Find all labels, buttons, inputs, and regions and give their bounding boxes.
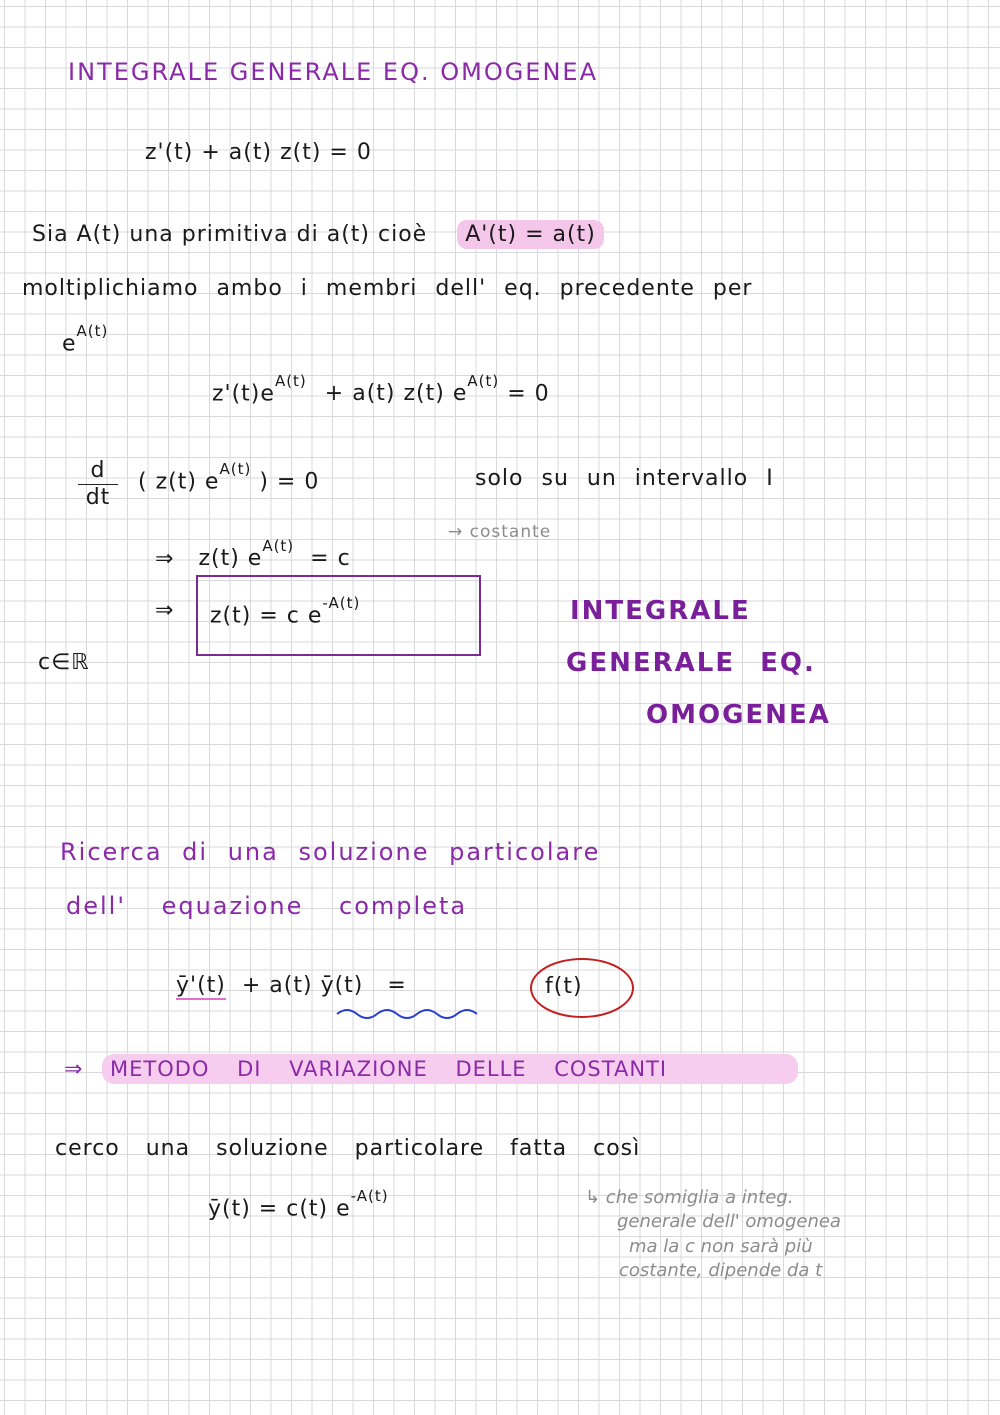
eq-const-body: z(t) e bbox=[198, 546, 263, 572]
constant-domain: c∈ℝ bbox=[38, 650, 90, 675]
eq-const-tail: = c bbox=[310, 546, 351, 572]
term-ybar-prime: ȳ'(t) bbox=[176, 973, 226, 998]
eq-const-implies: ⇒ bbox=[155, 546, 175, 572]
eq-const-exp: A(t) bbox=[262, 537, 295, 555]
eq-sol-body: z(t) = c e bbox=[210, 603, 323, 629]
label-integral-line3: OMOGENEA bbox=[646, 700, 831, 730]
note-interval: solo su un intervallo I bbox=[475, 466, 774, 491]
heading-homogeneous: INTEGRALE GENERALE EQ. OMOGENEA bbox=[68, 58, 598, 86]
note-constant: → costante bbox=[448, 522, 552, 542]
exp-base: e bbox=[62, 331, 77, 357]
eq-mult-part3: = 0 bbox=[507, 381, 550, 407]
side-note-line: costante, dipende da t bbox=[619, 1259, 823, 1281]
eq-part-body: ȳ(t) = c(t) e bbox=[208, 1196, 351, 1222]
eq-mult-exp2: A(t) bbox=[467, 372, 500, 390]
term-ybar: ȳ(t) bbox=[320, 973, 364, 998]
side-note-line: ↳ che somiglia a integ. bbox=[585, 1187, 794, 1208]
eq-deriv-tail: ) = 0 bbox=[259, 469, 320, 495]
equation-particular bbox=[208, 1187, 389, 1222]
exp-factor bbox=[62, 322, 109, 357]
term-equals: = bbox=[387, 973, 407, 998]
label-integral-line2: GENERALE EQ. bbox=[566, 648, 816, 678]
eq-mult-part2: + a(t) z(t) e bbox=[324, 381, 468, 407]
line-primitive bbox=[32, 224, 604, 246]
term-f: f(t) bbox=[545, 974, 583, 999]
term-plus-a: + a(t) bbox=[241, 973, 313, 998]
eq-deriv-body: ( z(t) e bbox=[138, 469, 220, 495]
eq-sol-exp: -A(t) bbox=[322, 594, 361, 612]
label-integral-line1: INTEGRALE bbox=[570, 596, 751, 626]
derivative-fraction bbox=[78, 460, 118, 509]
eq-mult-exp1: A(t) bbox=[274, 372, 307, 390]
derivative-dt: dt bbox=[85, 485, 111, 510]
method-text: METODO DI VARIAZIONE DELLE COSTANTI bbox=[110, 1057, 668, 1081]
wavy-underline bbox=[335, 1006, 487, 1022]
eq-deriv-exp: A(t) bbox=[219, 460, 252, 478]
side-note-line: generale dell' omogenea bbox=[617, 1211, 841, 1233]
equation-homogeneous: z'(t) + a(t) z(t) = 0 bbox=[145, 140, 372, 165]
side-note-line: ma la c non sarà più bbox=[629, 1235, 813, 1257]
eq-mult-part1: z'(t)e bbox=[212, 381, 275, 407]
heading-particular-line2: dell' equazione completa bbox=[66, 892, 468, 920]
heading-particular-line1: Ricerca di una soluzione particolare bbox=[60, 838, 601, 866]
line-primitive-text: Sia A(t) una primitiva di a(t) cioè bbox=[32, 222, 428, 247]
derivative-d: d bbox=[90, 458, 106, 483]
exp-exponent: A(t) bbox=[76, 322, 109, 340]
highlight-derivative-identity: A'(t) = a(t) bbox=[457, 220, 604, 249]
equation-derivative bbox=[138, 460, 320, 495]
equation-solution bbox=[210, 594, 361, 629]
line-search: cerco una soluzione particolare fatta così bbox=[55, 1136, 641, 1161]
eq-part-exp: -A(t) bbox=[350, 1187, 389, 1205]
method-implies: ⇒ bbox=[64, 1057, 84, 1082]
solution-implies: ⇒ bbox=[155, 598, 175, 623]
equation-multiplied bbox=[212, 372, 550, 407]
equation-constant bbox=[155, 537, 351, 572]
line-multiply: moltiplichiamo ambo i membri dell' eq. precedente per bbox=[22, 276, 753, 301]
equation-complete bbox=[176, 975, 407, 997]
side-note bbox=[585, 1186, 841, 1283]
